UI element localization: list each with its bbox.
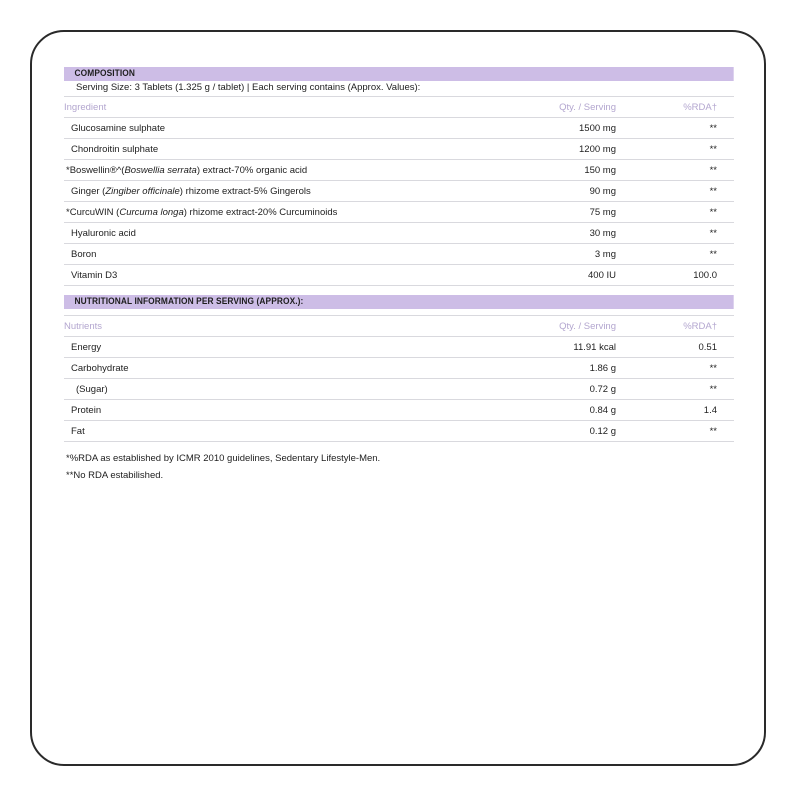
ingredient-row	[64, 244, 734, 265]
nutrient-qty: 11.91 kcal	[464, 337, 616, 358]
ingredient-qty: 90 mg	[464, 181, 616, 202]
nutrient-row	[64, 421, 734, 442]
nutrient-name: Protein	[64, 400, 464, 421]
ingredient-column-header: Ingredient	[64, 97, 464, 118]
ingredient-rda: **	[616, 160, 734, 181]
ingredient-row	[64, 118, 734, 139]
nutrient-qty: 0.12 g	[464, 421, 616, 442]
nutrient-qty: 1.86 g	[464, 358, 616, 379]
ingredient-row	[64, 181, 734, 202]
nutrient-column-header: Nutrients	[64, 316, 464, 337]
ingredient-qty: 3 mg	[464, 244, 616, 265]
composition-title: COMPOSITION	[64, 67, 734, 81]
label-content	[64, 67, 734, 484]
ingredient-row	[64, 139, 734, 160]
footnotes	[64, 450, 734, 484]
ingredient-qty: 1500 mg	[464, 118, 616, 139]
nutrient-rda: **	[616, 358, 734, 379]
qty-column-header: Qty. / Serving	[464, 316, 616, 337]
ingredient-name: *CurcuWIN (Curcuma longa) rhizome extract-20% Curcuminoids	[64, 202, 464, 223]
rda-column-header: %RDA†	[616, 97, 734, 118]
ingredient-row	[64, 223, 734, 244]
ingredient-rda: **	[616, 202, 734, 223]
ingredient-rda: **	[616, 118, 734, 139]
nutrient-row	[64, 400, 734, 421]
ingredient-name: Boron	[64, 244, 464, 265]
ingredient-qty: 1200 mg	[464, 139, 616, 160]
nutrient-row	[64, 337, 734, 358]
ingredient-rda: **	[616, 223, 734, 244]
nutrient-rda: 1.4	[616, 400, 734, 421]
nutrient-qty: 0.72 g	[464, 379, 616, 400]
nutrition-table	[64, 315, 734, 442]
serving-size-text: Serving Size: 3 Tablets (1.325 g / tablet) | Each serving contains (Approx. Values):	[76, 82, 421, 93]
nutrient-name: Fat	[64, 421, 464, 442]
nutrient-name: Carbohydrate	[64, 358, 464, 379]
ingredient-name: Ginger (Zingiber officinale) rhizome extract-5% Gingerols	[64, 181, 464, 202]
ingredient-name: Hyaluronic acid	[64, 223, 464, 244]
ingredient-rda: **	[616, 244, 734, 265]
footnote-rda: *%RDA as established by ICMR 2010 guidelines, Sedentary Lifestyle-Men.	[66, 453, 381, 464]
ingredient-name: Glucosamine sulphate	[64, 118, 464, 139]
ingredient-name: *Boswellin®^(Boswellia serrata) extract-70% organic acid	[64, 160, 464, 181]
ingredient-qty: 150 mg	[464, 160, 616, 181]
ingredient-rda: **	[616, 181, 734, 202]
ingredient-qty: 75 mg	[464, 202, 616, 223]
nutrient-name: Energy	[64, 337, 464, 358]
ingredient-qty: 400 IU	[464, 265, 616, 286]
ingredient-row	[64, 202, 734, 223]
composition-header-row	[64, 97, 734, 118]
composition-table	[64, 96, 734, 286]
ingredient-row	[64, 265, 734, 286]
ingredient-row	[64, 160, 734, 181]
nutrition-title: NUTRITIONAL INFORMATION PER SERVING (APPROX.):	[64, 295, 734, 309]
ingredient-name: Vitamin D3	[64, 265, 464, 286]
footnote-no-rda: **No RDA estabilished.	[66, 470, 164, 481]
ingredient-rda: **	[616, 139, 734, 160]
nutrient-rda: **	[616, 379, 734, 400]
ingredient-rda: 100.0	[616, 265, 734, 286]
ingredient-qty: 30 mg	[464, 223, 616, 244]
nutrient-name: (Sugar)	[64, 379, 464, 400]
rda-column-header: %RDA†	[616, 316, 734, 337]
nutrient-qty: 0.84 g	[464, 400, 616, 421]
nutrient-rda: **	[616, 421, 734, 442]
nutrient-row	[64, 379, 734, 400]
nutrient-rda: 0.51	[616, 337, 734, 358]
nutrient-row	[64, 358, 734, 379]
ingredient-name: Chondroitin sulphate	[64, 139, 464, 160]
qty-column-header: Qty. / Serving	[464, 97, 616, 118]
nutrition-header-row	[64, 316, 734, 337]
